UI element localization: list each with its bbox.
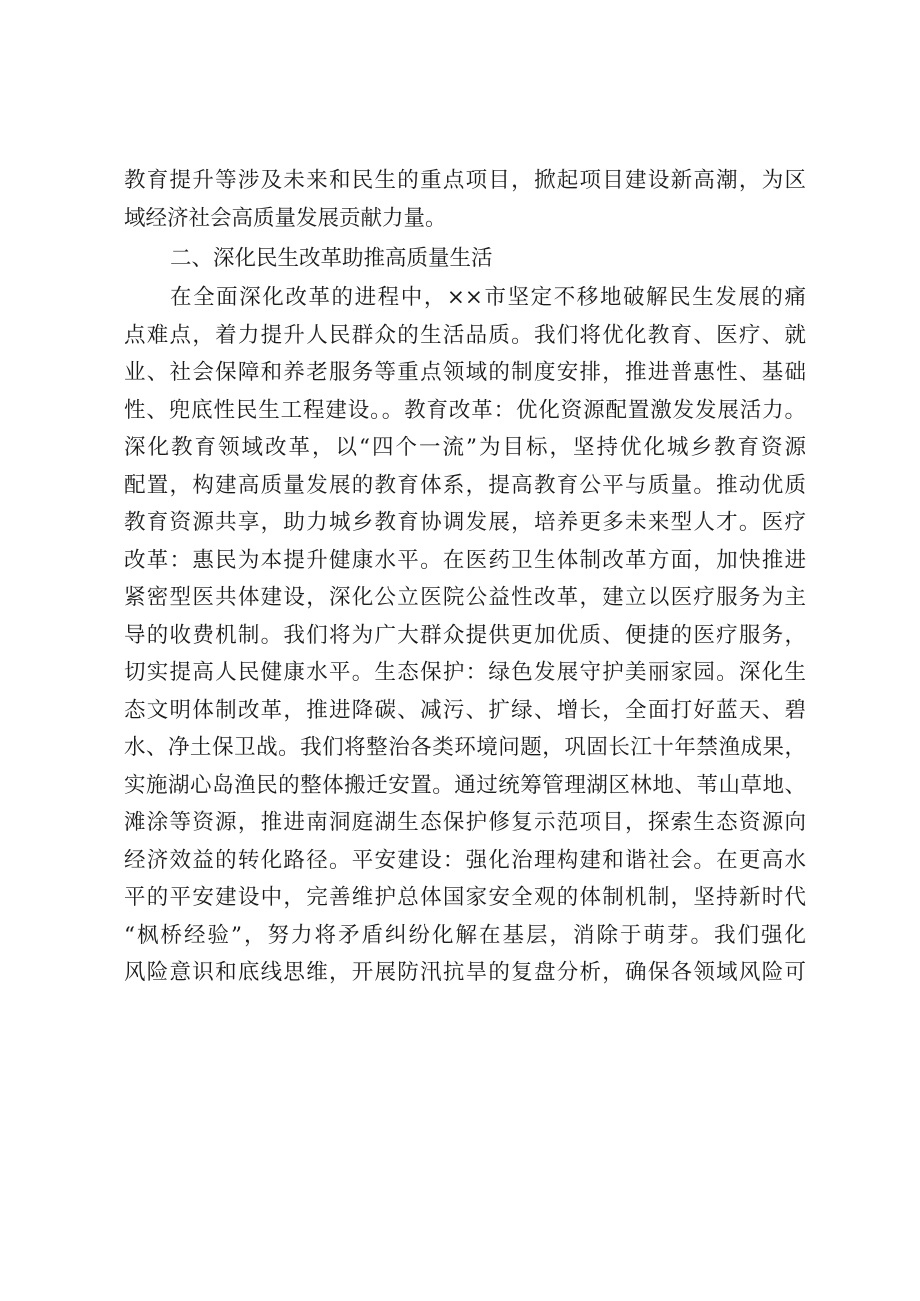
body-line-4: 性、兜底性民生工程建设。。教育改革：优化资源配置激发发展活力。 [124, 397, 806, 423]
body-line-3: 业、社会保障和养老服务等重点领域的制度安排，推进普惠性、基础 [124, 360, 806, 385]
body-line-12: 态文明体制改革，推进降碳、减污、扩绿、增长，全面打好蓝天、碧 [124, 697, 806, 723]
body-line-13: 水、净土保卫战。我们将整治各类环境问题，巩固长江十年禁渔成果， [124, 735, 806, 760]
body-line-19: 风险意识和底线思维，开展防汛抗旱的复盘分析，确保各领域风险可 [124, 960, 806, 985]
document-body [124, 162, 806, 992]
body-line-10: 导的收费机制。我们将为广大群众提供更加优质、便捷的医疗服务， [124, 622, 806, 648]
body-line-16: 经济效益的转化路径。平安建设：强化治理构建和谐社会。在更高水 [124, 847, 806, 873]
body-line-9: 紧密型医共体建设，深化公立医院公益性改革，建立以医疗服务为主 [124, 585, 806, 610]
body-line-2: 点难点，着力提升人民群众的生活品质。我们将优化教育、医疗、就 [124, 322, 806, 348]
body-line-7: 教育资源共享，助力城乡教育协调发展，培养更多未来型人才。医疗 [124, 510, 806, 535]
section-heading: 二、深化民生改革助推高质量生活 [170, 246, 493, 271]
body-line-18: “枫桥经验”，努力将矛盾纠纷化解在基层，消除于萌芽。我们强化 [124, 922, 806, 948]
body-line-15: 滩涂等资源，推进南洞庭湖生态保护修复示范项目，探索生态资源向 [124, 810, 806, 835]
body-line-1: 在全面深化改革的进程中，××市坚定不移地破解民生发展的痛 [170, 285, 806, 310]
body-line-14: 实施湖心岛渔民的整体搬迁安置。通过统筹管理湖区林地、苇山草地、 [124, 772, 806, 798]
body-line-17: 平的平安建设中，完善维护总体国家安全观的体制机制，坚持新时代 [124, 885, 806, 910]
body-line-5: 深化教育领域改革，以“四个一流”为目标，坚持优化城乡教育资源 [124, 435, 806, 460]
intro-line-2: 域经济社会高质量发展贡献力量。 [124, 205, 447, 231]
body-line-6: 配置，构建高质量发展的教育体系，提高教育公平与质量。推动优质 [124, 472, 806, 498]
body-line-8: 改革：惠民为本提升健康水平。在医药卫生体制改革方面，加快推进 [124, 547, 806, 573]
body-line-11: 切实提高人民健康水平。生态保护：绿色发展守护美丽家园。深化生 [124, 660, 806, 685]
intro-line-1: 教育提升等涉及未来和民生的重点项目，掀起项目建设新高潮，为区 [124, 168, 806, 193]
